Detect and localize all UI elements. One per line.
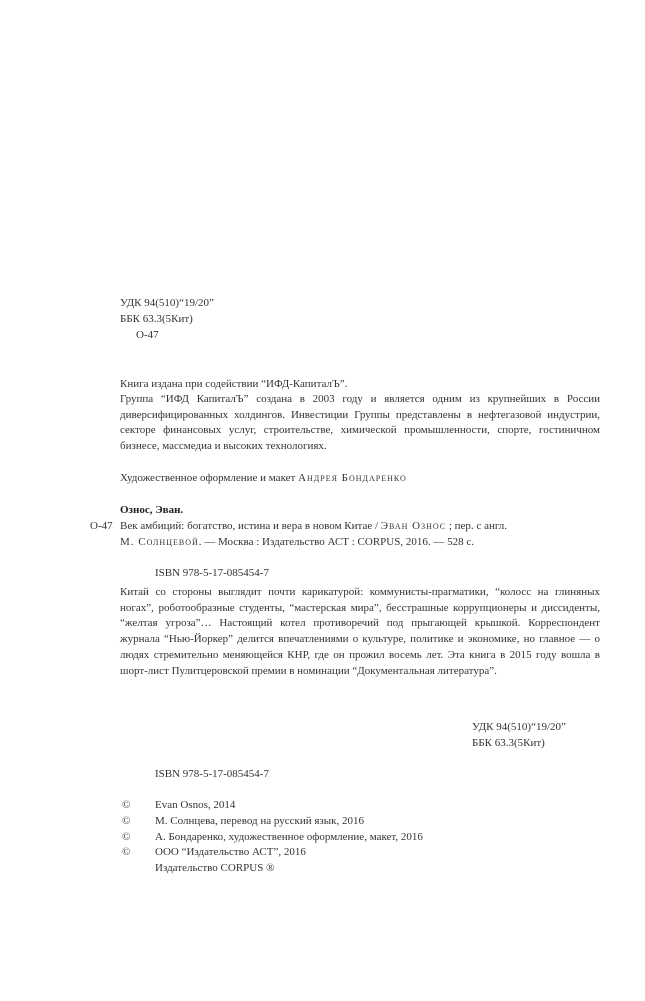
- sponsor-text: Группа “ИФД КапиталЪ” создана в 2003 году и является одним из крупнейших в России диверсифицированных холдингов. Инвестиции Группы представлены в нефтегазовой индустрии, секторе финансовых услуг, строительстве, химической промышленности, спорте, гостиничном бизнесе, массмедиа и высоких технологиях.: [120, 393, 600, 453]
- isbn: ISBN 978-5-17-085454-7: [155, 567, 269, 579]
- bbk-code: ББК 63.3(5Кит): [120, 313, 193, 325]
- bbk-code-bottom: ББК 63.3(5Кит): [472, 737, 545, 749]
- bib-mark: О-47: [90, 520, 113, 532]
- designer-name: Андрея Бондаренко: [298, 472, 407, 484]
- copyright-symbol: ©: [122, 799, 131, 811]
- bib-author: Ознос, Эван.: [120, 504, 184, 516]
- isbn-bottom: ISBN 978-5-17-085454-7: [155, 768, 269, 780]
- copyright-text: Evan Osnos, 2014: [155, 799, 236, 811]
- copyright-text: А. Бондаренко, художественное оформление, макет, 2016: [155, 831, 423, 843]
- copyright-symbol: ©: [122, 846, 131, 858]
- copyright-text: М. Солнцева, перевод на русский язык, 2016: [155, 815, 364, 827]
- copyright-text: ООО “Издательство АСТ”, 2016: [155, 846, 306, 858]
- udk-code: УДК 94(510)“19/20”: [120, 297, 214, 309]
- design-credit: [120, 471, 407, 487]
- author-mark: О-47: [136, 329, 159, 341]
- design-credit-prefix: Художественное оформление и макет: [120, 472, 296, 484]
- sponsor-line: Книга издана при содействии “ИФД-КапиталЪ”.: [120, 378, 348, 390]
- annotation: Китай со стороны выглядит почти карикатурой: коммунисты-прагматики, “колосс на глиняных ногах”, роботообразные студенты, “мастерская мира”, бесстрашные коррупционеры и диссиденты, “желтая угроза”… Настоящий котел противоречий под прыгающей крышкой. Корреспондент журнала “Нью-Йоркер” делится впечатлениями о культуре, политике и экономике, но главное — о людях стремительно меняющейся КНР, где он прожил восемь лет. Эта книга в 2015 году вошла в шорт-лист Пулитцеровской премии в номинации “Документальная литература”.: [120, 586, 600, 677]
- bib-entry: Век амбиций: богатство, истина и вера в новом Китае / Эван Ознос ; пер. с англ. М. Солнцевой. — Москва : Издательство АСТ : CORPUS, 2016. — 528 с.: [120, 520, 508, 548]
- copyright-symbol: ©: [122, 815, 131, 827]
- copyright-symbol: ©: [122, 831, 131, 843]
- udk-code-bottom: УДК 94(510)“19/20”: [472, 721, 566, 733]
- publisher-mark: Издательство CORPUS ®: [155, 862, 275, 874]
